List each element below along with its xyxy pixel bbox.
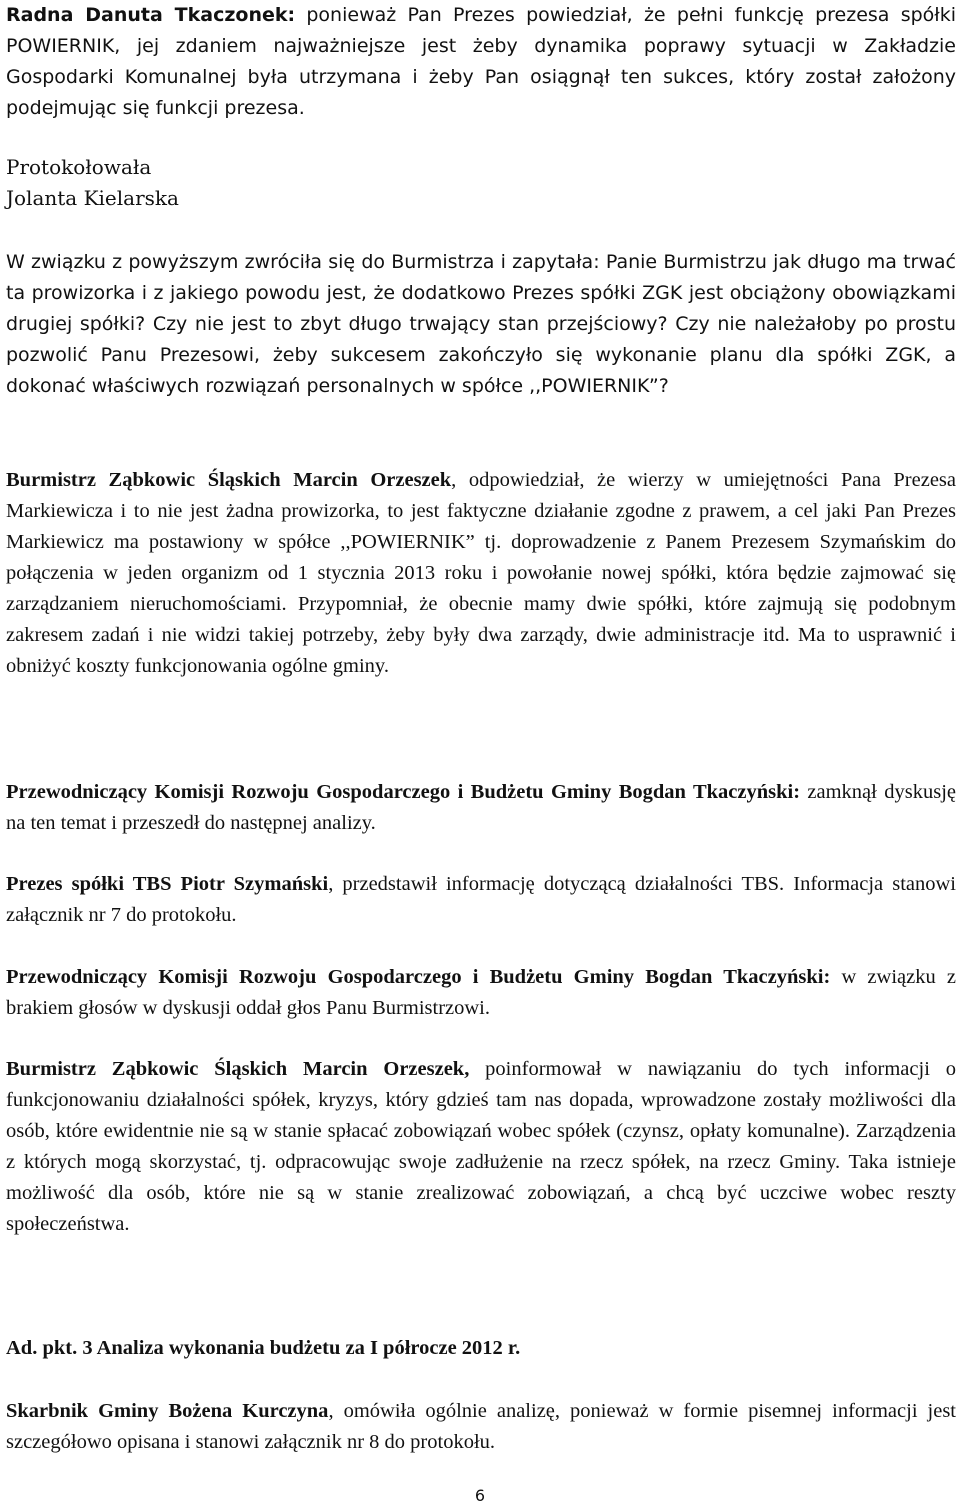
speaker-name: Burmistrz Ząbkowic Śląskich Marcin Orzeszek — [6, 469, 452, 491]
signature-role: Protokołowała — [6, 155, 152, 179]
paragraph-text: , omówiła ogólnie analizę, ponieważ w formie pisemnej informacji jest szczegółowo opisana i stanowi załącznik nr 8 do protokołu. — [6, 1400, 956, 1453]
speaker-name: Przewodniczący Komisji Rozwoju Gospodarczego i Budżetu Gminy Bogdan Tkaczyński: — [6, 781, 801, 803]
speaker-name: Prezes spółki TBS Piotr Szymański — [6, 873, 329, 895]
speaker-name: Skarbnik Gminy Bożena Kurczyna — [6, 1400, 329, 1422]
paragraph-text: , odpowiedział, że wierzy w umiejętności Pana Prezesa Markiewicza i to nie jest żadna prowizorka, to jest faktyczne działanie zgodne z prawem, a cel jaki Pan Prezes Markiewicz ma postawiony w spółce ,,POWIERNIK” tj. doprowadzenie z Panem Prezesem Szymańskim do połączenia w jeden organizm od 1 stycznia 2013 roku i powołanie nowej spółki, która będzie zajmować się zarządzaniem nieruchomościami. Przypomniał, że obecnie mamy dwie spółki, które zajmują się podobnym zakresem zadań i nie widzi takiej potrzeby, żeby były dwa zarządy, dwie administracje itd. Ma to usprawnić i obniżyć koszty funkcjonowania ogólne gminy. — [6, 469, 956, 677]
speaker-name: Burmistrz Ząbkowic Śląskich Marcin Orzeszek, — [6, 1058, 470, 1080]
paragraph-text: W związku z powyższym zwróciła się do Burmistrza i zapytała: Panie Burmistrzu jak długo ma trwać ta prowizorka i z jakiego powodu jest, że dodatkowo Prezes spółki ZGK jest obciążony obowiązkami drugiej spółki? Czy nie jest to zbyt długo trwający stan przejściowy? Czy nie należałoby po prostu pozwolić Panu Prezesowi, żeby sukcesem zakończyło się wykonanie planu dla spółki ZGK, a dokonać właściwych rozwiązań personalnych w spółce ,,POWIERNIK”? — [6, 251, 956, 397]
signature-name: Jolanta Kielarska — [6, 186, 179, 210]
paragraph-burmistrz-info — [6, 1054, 956, 1240]
paragraph-text: w związku z brakiem głosów w dyskusji oddał głos Panu Burmistrzowi. — [6, 966, 956, 1019]
paragraph-tkaczonek — [6, 0, 956, 124]
speaker-name: Radna Danuta Tkaczonek: — [6, 4, 296, 26]
heading-text: Ad. pkt. 3 Analiza wykonania budżetu za I półrocze 2012 r. — [6, 1337, 521, 1359]
signature-block — [6, 152, 956, 214]
paragraph-tbs — [6, 869, 956, 931]
paragraph-question — [6, 247, 956, 402]
page-number: 6 — [474, 1486, 486, 1505]
paragraph-przewodniczacy-2 — [6, 962, 956, 1024]
paragraph-przewodniczacy-1 — [6, 777, 956, 839]
paragraph-text: , przedstawił informację dotyczącą działalności TBS. Informacja stanowi załącznik nr 7 do protokołu. — [6, 873, 957, 926]
paragraph-text: poinformował w nawiązaniu do tych informacji o funkcjonowaniu działalności spółek, kryzys, który gdzieś tam nas dopada, wprowadzone zostały możliwości dla osób, które ewidentnie nie są w stanie spłacać zobowiązań wobec spółek (czynsz, opłaty komunalne). Zarządzenia z których mogą skorzystać, tj. odpracowując swoje zadłużenie na rzecz spółek, na rzecz Gminy. Taka istnieje możliwość dla osób, które nie są w stanie zrealizować zobowiązań, a chcą być uczciwe wobec reszty społeczeństwa. — [6, 1058, 957, 1235]
paragraph-burmistrz-answer — [6, 465, 956, 682]
section-heading — [6, 1333, 956, 1364]
paragraph-text: ponieważ Pan Prezes powiedział, że pełni funkcję prezesa spółki POWIERNIK, jej zdaniem najważniejsze jest żeby dynamika poprawy sytuacji w Zakładzie Gospodarki Komunalnej była utrzymana i żeby Pan osiągnął ten sukces, który został założony podejmując się funkcji prezesa. — [6, 4, 956, 119]
paragraph-skarbnik — [6, 1396, 956, 1458]
paragraph-text: zamknął dyskusję na ten temat i przeszedł do następnej analizy. — [6, 781, 956, 834]
speaker-name: Przewodniczący Komisji Rozwoju Gospodarczego i Budżetu Gminy Bogdan Tkaczyński: — [6, 966, 831, 988]
